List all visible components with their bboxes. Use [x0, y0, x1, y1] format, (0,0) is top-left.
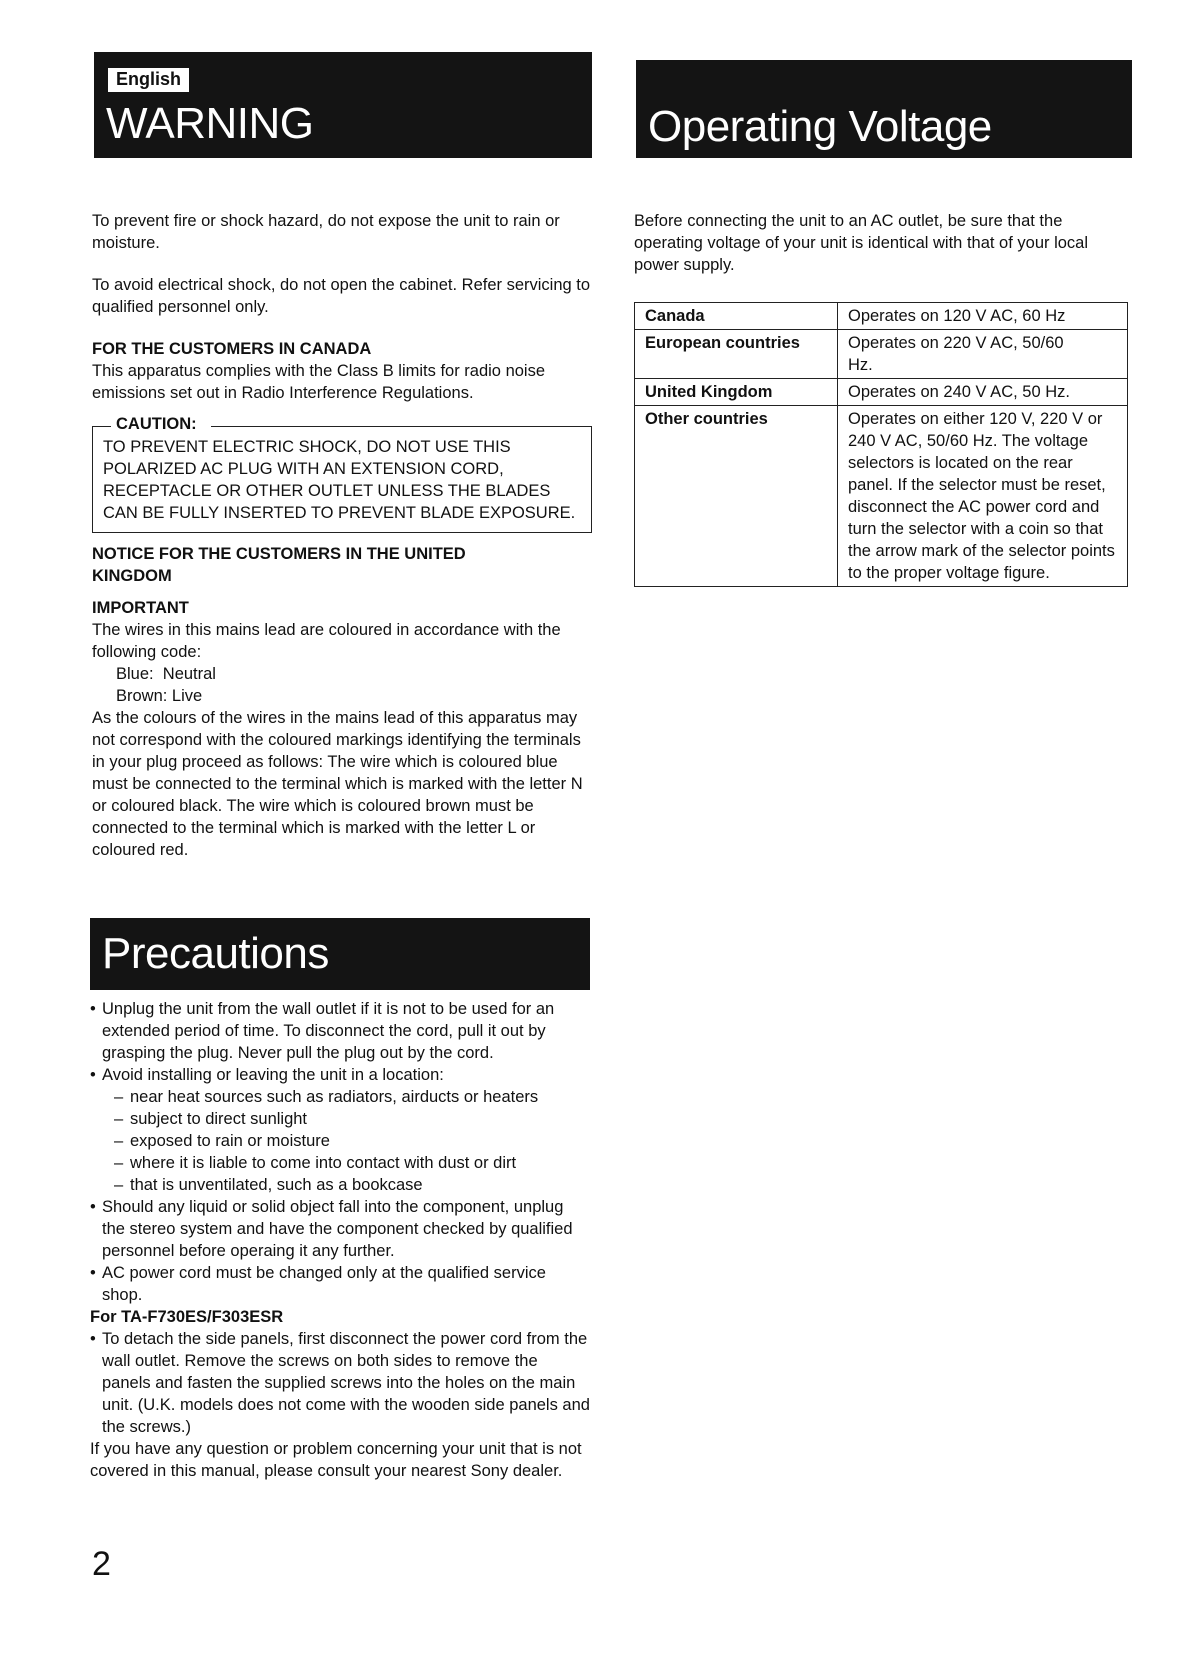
table-row: [635, 406, 1128, 587]
language-tag: English: [108, 68, 189, 92]
voltage-table: [634, 302, 1128, 587]
location-item: – where it is liable to come into contact with dust or dirt: [114, 1152, 590, 1174]
precaution-item-text: Avoid installing or leaving the unit in a location:: [102, 1066, 444, 1084]
table-row: [635, 379, 1128, 406]
voltage-cell: Operates on 120 V AC, 60 Hz: [838, 303, 1128, 330]
warning-paragraph-2: To avoid electrical shock, do not open the cabinet. Refer servicing to qualified personnel only.: [92, 276, 591, 316]
location-item: – that is unventilated, such as a bookcase: [114, 1174, 590, 1196]
operating-voltage-title: Operating Voltage: [648, 102, 992, 151]
closing-text: If you have any question or problem concerning your unit that is not covered in this manual, please consult your nearest Sony dealer.: [90, 1440, 582, 1480]
precaution-item: • Should any liquid or solid object fall into the component, unplug the stereo system and have the component checked by qualified personnel before operaing it any further.: [90, 1196, 590, 1262]
canada-heading: FOR THE CUSTOMERS IN CANADA: [92, 340, 372, 358]
warning-banner: [94, 52, 592, 158]
country-cell: Canada: [635, 303, 838, 330]
precaution-item: • AC power cord must be changed only at the qualified service shop.: [90, 1262, 590, 1306]
caution-box: [92, 415, 592, 533]
country-cell: United Kingdom: [635, 379, 838, 406]
voltage-cell: Operates on 220 V AC, 50/60 Hz.: [838, 330, 1128, 379]
warning-title: WARNING: [106, 99, 314, 148]
canada-text: This apparatus complies with the Class B limits for radio noise emissions set out in Radio Interference Regulations.: [92, 362, 546, 402]
precaution-item: • Unplug the unit from the wall outlet if it is not to be used for an extended period of time. To disconnect the cord, pull it out by grasping the plug. Never pull the plug out by the cord.: [90, 998, 590, 1064]
wire-code-blue: Blue: Neutral: [116, 665, 216, 683]
precautions-banner: [90, 918, 590, 990]
precaution-item: • To detach the side panels, first disconnect the power cord from the wall outlet. Remove the screws on both sides to remove the panels and fasten the supplied screws into the holes on the main unit. (U.K. models does not come with the wooden side panels and the screws.): [90, 1328, 590, 1438]
table-row: [635, 303, 1128, 330]
precautions-title: Precautions: [102, 929, 329, 978]
precautions-section: [90, 998, 590, 1482]
caution-text: TO PREVENT ELECTRIC SHOCK, DO NOT USE THIS POLARIZED AC PLUG WITH AN EXTENSION CORD, RECEPTACLE OR OTHER OUTLET UNLESS THE BLADES CAN BE FULLY INSERTED TO PREVENT BLADE EXPOSURE.: [103, 438, 576, 522]
country-cell: Other countries: [635, 406, 838, 587]
wire-code-brown: Brown: Live: [116, 687, 203, 705]
important-heading: IMPORTANT: [92, 599, 189, 617]
location-item: – exposed to rain or moisture: [114, 1130, 590, 1152]
operating-voltage-banner: [636, 60, 1132, 158]
warning-paragraph-1: To prevent fire or shock hazard, do not expose the unit to rain or moisture.: [92, 212, 560, 252]
operating-voltage-section: [634, 210, 1128, 587]
location-item: – near heat sources such as radiators, airducts or heaters: [114, 1086, 590, 1108]
precaution-item: [90, 1064, 590, 1196]
warning-section: [92, 210, 592, 861]
caution-label: CAUTION:: [113, 415, 200, 434]
important-intro: The wires in this mains lead are coloured in accordance with the following code:: [92, 621, 561, 661]
important-body: As the colours of the wires in the mains lead of this apparatus may not correspond with the coloured markings identifying the terminals in your plug proceed as follows: The wire which is coloured blue must be connected to the terminal which is marked with the letter N or coloured black. The wire which is coloured brown must be connected to the terminal which is marked with the letter L or coloured red.: [92, 709, 583, 859]
location-item: – subject to direct sunlight: [114, 1108, 590, 1130]
model-heading: For TA-F730ES/F303ESR: [90, 1308, 284, 1326]
voltage-intro: Before connecting the unit to an AC outlet, be sure that the operating voltage of your unit is identical with that of your local power supply.: [634, 212, 1089, 274]
voltage-cell: Operates on either 120 V, 220 V or 240 V AC, 50/60 Hz. The voltage selectors is located on the rear panel. If the selector must be reset, disconnect the AC power cord and turn the selector with a coin so that the arrow mark of the selector points to the proper voltage figure.: [838, 406, 1128, 587]
uk-heading: NOTICE FOR THE CUSTOMERS IN THE UNITED KINGDOM: [92, 545, 466, 585]
table-row: [635, 330, 1128, 379]
country-cell: European countries: [635, 330, 838, 379]
page-number: 2: [92, 1545, 111, 1583]
voltage-cell: Operates on 240 V AC, 50 Hz.: [838, 379, 1128, 406]
